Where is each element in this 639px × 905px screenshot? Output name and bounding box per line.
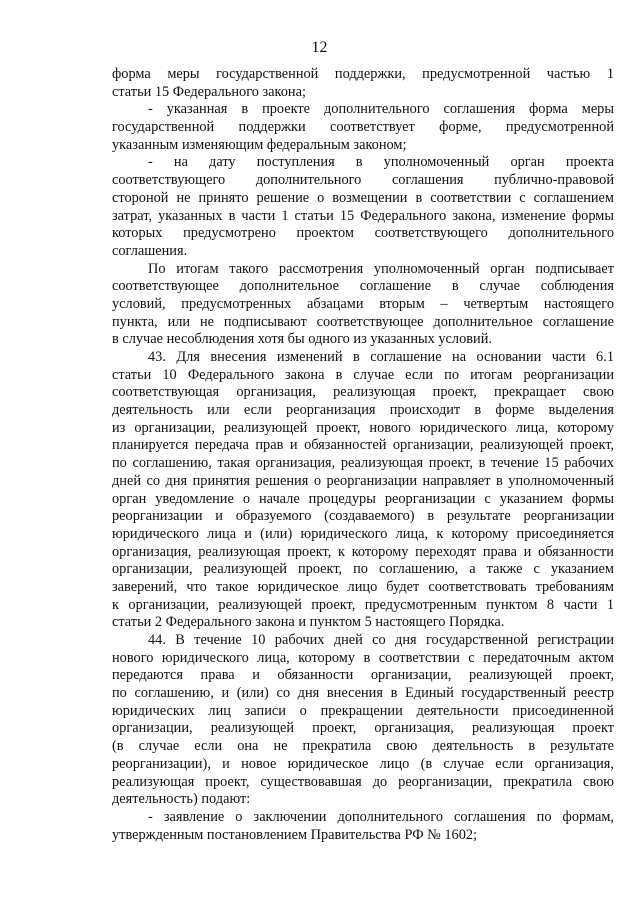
document-body	[112, 66, 614, 844]
text-line: деятельность) подают:	[112, 791, 251, 808]
text-line: нового юридического лица, которому в соответствии с передаточным актом	[112, 649, 614, 666]
text-line: пункта, или не подписывают соответствующее дополнительное соглашение	[112, 313, 614, 330]
page-number: 12	[311, 39, 328, 56]
text-line: по соглашению, и (или) со дня внесения в Единый государственный реестр	[112, 685, 614, 702]
text-line: утвержденным постановлением Правительства РФ № 1602;	[112, 826, 478, 843]
text-line: реорганизации и образуемого (создаваемого) в результате реорганизации	[112, 508, 614, 525]
text-line: которых предусмотрено проектом соответствующего дополнительного	[112, 225, 614, 242]
text-line: 43. Для внесения изменений в соглашение на основании части 6.1	[148, 349, 614, 365]
text-line: соответствующее дополнительное соглашение в случае соблюдения	[112, 278, 614, 295]
text-line: планируется передача прав и обязанностей организации, реализующей проект,	[112, 437, 614, 454]
text-line: статьи 15 Федерального закона;	[112, 83, 306, 100]
text-line: - на дату поступления в уполномоченный орган проекта	[148, 154, 614, 171]
text-line: организации, реализующей проект, по соглашению, а также с указанием	[112, 561, 614, 578]
text-line: деятельность или если реорганизация происходит в форме выделения	[112, 402, 614, 419]
text-line: соответствующего дополнительного соглашения публично-правовой	[112, 172, 614, 189]
text-line: затрат, указанных в части 1 статьи 15 Федерального закона, изменение формы	[112, 207, 614, 224]
text-line: статьи 10 Федерального закона в случае если по итогам реорганизации	[112, 366, 614, 383]
text-line: указанным изменяющим федеральным законом;	[112, 136, 407, 153]
text-line: организации, реализующей проект, организация, реализующая проект	[112, 720, 614, 737]
text-line: соглашения.	[112, 242, 188, 259]
text-line: государственной поддержки соответствует форме, предусмотренной	[112, 119, 614, 136]
text-line: из организации, реализующей проект, нового юридического лица, которому	[112, 419, 614, 436]
text-line: - указанная в проекте дополнительного соглашения форма меры	[148, 101, 614, 118]
text-line: По итогам такого рассмотрения уполномоченный орган подписывает	[148, 260, 614, 277]
text-line: (в случае если она не прекратила свою деятельность в результате	[112, 738, 614, 755]
text-line: заверений, что такое юридическое лицо будет соответствовать требованиям	[112, 578, 614, 595]
text-line: юридических лиц записи о прекращении деятельности присоединенной	[112, 702, 614, 719]
text-line: 44. В течение 10 рабочих дней со дня государственной регистрации	[148, 632, 614, 648]
text-line: статьи 2 Федерального закона и пунктом 5 настоящего Порядка.	[112, 614, 505, 631]
text-line: - заявление о заключении дополнительного соглашения по формам,	[148, 808, 614, 825]
text-line: в случае несоблюдения хотя бы одного из указанных условий.	[112, 331, 492, 348]
text-line: реализующая проект, существовавшая до реорганизации, прекратила свою	[112, 773, 614, 790]
text-line: по соглашению, такая организация, реализующая проект, в течение 15 рабочих	[112, 455, 614, 472]
text-line: к организации, реализующей проект, предусмотренным пунктом 8 части 1	[112, 596, 614, 613]
text-line: дней со дня принятия решения о реорганизации направляет в уполномоченный	[112, 472, 614, 489]
text-line: юридического лица и (или) юридического лица, к которому присоединяется	[112, 525, 614, 542]
text-line: организация, реализующая проект, к которому переходят права и обязанности	[112, 543, 614, 560]
text-line: соответствующая организация, реализующая проект, прекращает свою	[112, 384, 614, 401]
text-line: форма меры государственной поддержки, предусмотренной частью 1	[112, 66, 614, 82]
text-line: орган уведомление о начале процедуры реорганизации с указанием формы	[112, 490, 614, 507]
text-line: передаются права и обязанности организации, реализующей проект,	[112, 667, 614, 684]
text-line: реорганизации), и новое юридическое лицо (в случае если организация,	[112, 755, 614, 772]
text-line: стороной не принято решение о возмещении в соответствии с соглашением	[112, 189, 614, 206]
text-line: условий, предусмотренных абзацами вторым – четвертым настоящего	[112, 295, 614, 312]
